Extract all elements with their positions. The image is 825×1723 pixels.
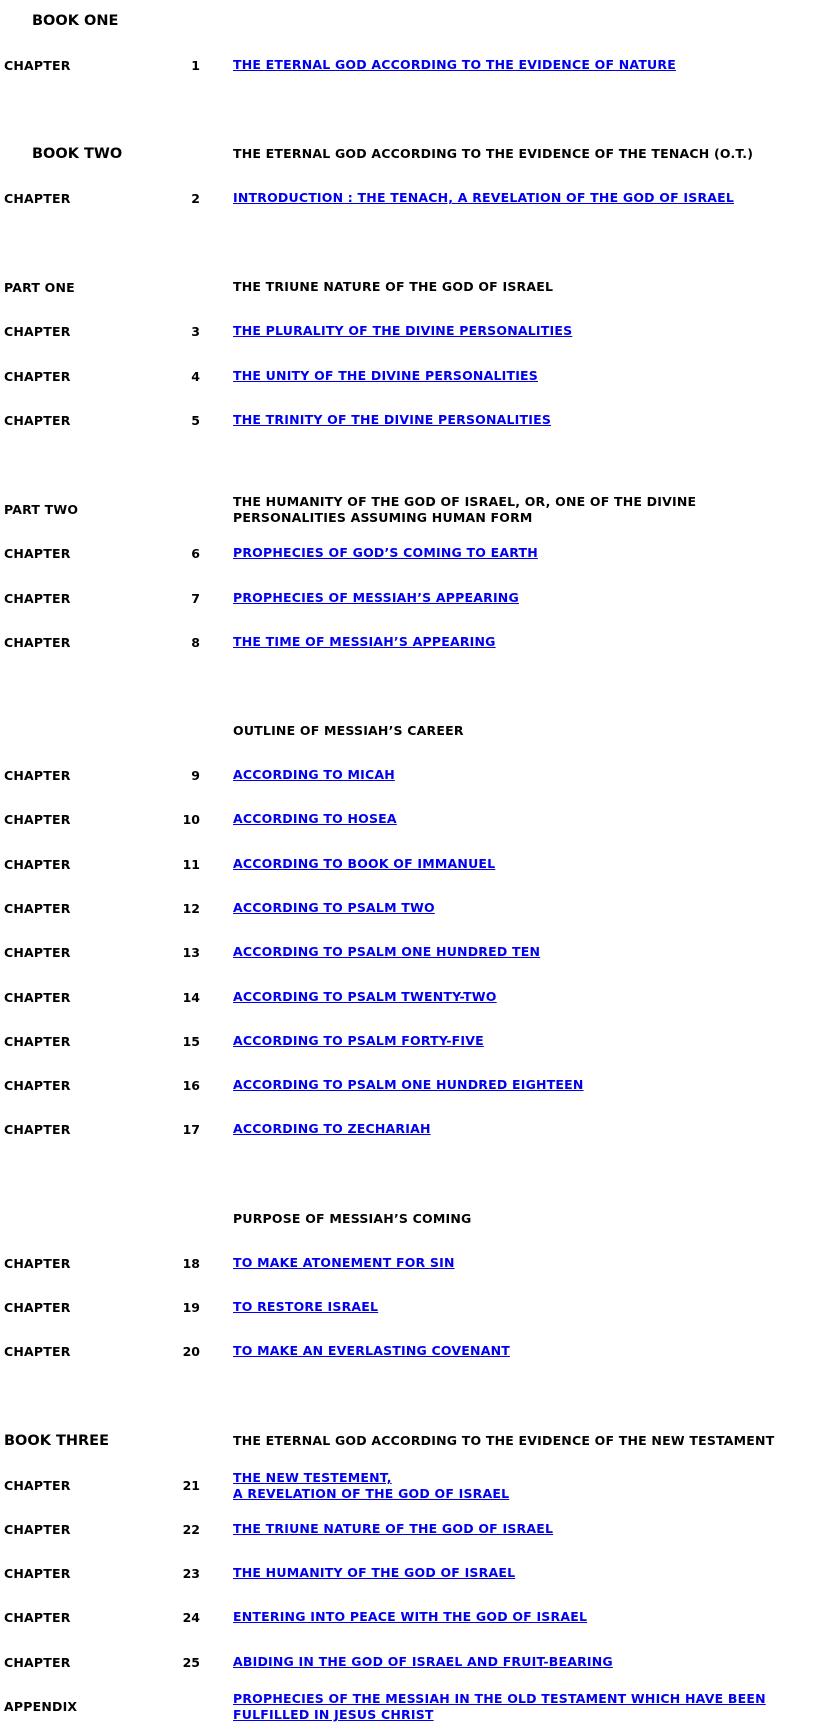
section-heading: [233, 723, 823, 739]
chapter-link[interactable]: TO MAKE AN EVERLASTING COVENANT: [233, 1343, 510, 1358]
chapter-title: [233, 412, 823, 428]
chapter-label: CHAPTER: [4, 1478, 71, 1493]
chapter-title: [233, 190, 823, 206]
chapter-number: 10: [182, 812, 200, 827]
chapter-title: [233, 1470, 823, 1502]
chapter-number: 4: [191, 369, 200, 384]
chapter-link[interactable]: INTRODUCTION : THE TENACH, A REVELATION OF THE GOD OF ISRAEL: [233, 190, 735, 205]
chapter-label: CHAPTER: [4, 1566, 71, 1581]
chapter-label: CHAPTER: [4, 1300, 71, 1315]
section-heading-line: THE TRIUNE NATURE OF THE GOD OF ISRAEL: [233, 279, 554, 294]
chapter-link[interactable]: A REVELATION OF THE GOD OF ISRAEL: [233, 1486, 510, 1501]
toc-entry: [0, 1077, 825, 1095]
toc-section: [0, 146, 825, 164]
chapter-title: [233, 368, 823, 384]
chapter-number: 2: [191, 191, 200, 206]
section-heading-line: THE ETERNAL GOD ACCORDING TO THE EVIDENCE OF THE NEW TESTAMENT: [233, 1433, 775, 1448]
toc-entry: [0, 1343, 825, 1361]
chapter-link[interactable]: THE HUMANITY OF THE GOD OF ISRAEL: [233, 1565, 516, 1580]
chapter-link[interactable]: FULFILLED IN JESUS CHRIST: [233, 1707, 434, 1722]
chapter-number: 6: [191, 546, 200, 561]
section-label: APPENDIX: [4, 1699, 78, 1714]
chapter-link[interactable]: ACCORDING TO PSALM ONE HUNDRED TEN: [233, 944, 541, 959]
chapter-label: CHAPTER: [4, 191, 71, 206]
chapter-title: [233, 856, 823, 872]
toc-section: [0, 494, 825, 526]
chapter-number: 21: [182, 1478, 200, 1493]
toc-entry: [0, 1654, 825, 1672]
toc-entry: [0, 900, 825, 918]
chapter-title: [233, 944, 823, 960]
chapter-title: [233, 323, 823, 339]
chapter-label: CHAPTER: [4, 413, 71, 428]
toc-entry: [0, 856, 825, 874]
toc-entry: [0, 545, 825, 563]
toc-entry: [0, 323, 825, 341]
chapter-label: CHAPTER: [4, 857, 71, 872]
chapter-title: [233, 545, 823, 561]
chapter-number: 18: [182, 1256, 200, 1271]
chapter-title: [233, 1299, 823, 1315]
section-heading-line: PERSONALITIES ASSUMING HUMAN FORM: [233, 510, 533, 525]
chapter-label: CHAPTER: [4, 1655, 71, 1670]
toc-entry: [0, 1609, 825, 1627]
section-heading: [233, 146, 823, 162]
chapter-label: CHAPTER: [4, 768, 71, 783]
section-heading: [233, 1433, 823, 1449]
chapter-title: [233, 1343, 823, 1359]
chapter-number: 8: [191, 635, 200, 650]
chapter-number: 1: [191, 58, 200, 73]
chapter-link[interactable]: THE TIME OF MESSIAH’S APPEARING: [233, 634, 496, 649]
chapter-number: 16: [182, 1078, 200, 1093]
chapter-link[interactable]: TO MAKE ATONEMENT FOR SIN: [233, 1255, 455, 1270]
toc-entry: [0, 1691, 825, 1723]
toc-section: [0, 723, 825, 741]
chapter-title: [233, 989, 823, 1005]
section-heading: [233, 1211, 823, 1227]
chapter-title: [233, 1609, 823, 1625]
chapter-title: [233, 1033, 823, 1049]
chapter-title: [233, 1255, 823, 1271]
chapter-label: CHAPTER: [4, 1344, 71, 1359]
toc-section: [0, 1211, 825, 1229]
chapter-number: 19: [182, 1300, 200, 1315]
chapter-link[interactable]: ABIDING IN THE GOD OF ISRAEL AND FRUIT-BEARING: [233, 1654, 613, 1669]
section-heading: [233, 279, 823, 295]
chapter-number: 17: [182, 1122, 200, 1137]
chapter-label: CHAPTER: [4, 1256, 71, 1271]
section-label: PART TWO: [4, 502, 79, 517]
toc-entry: [0, 634, 825, 652]
chapter-link[interactable]: ACCORDING TO PSALM FORTY-FIVE: [233, 1033, 484, 1048]
chapter-number: 15: [182, 1034, 200, 1049]
chapter-number: 12: [182, 901, 200, 916]
section-heading-line: THE HUMANITY OF THE GOD OF ISRAEL, OR, ONE OF THE DIVINE: [233, 494, 697, 509]
chapter-title: [233, 767, 823, 783]
chapter-label: CHAPTER: [4, 1122, 71, 1137]
chapter-title: [233, 634, 823, 650]
chapter-link[interactable]: THE UNITY OF THE DIVINE PERSONALITIES: [233, 368, 538, 383]
chapter-number: 25: [182, 1655, 200, 1670]
chapter-label: CHAPTER: [4, 324, 71, 339]
chapter-title: [233, 1077, 823, 1093]
book-label: BOOK ONE: [32, 13, 119, 29]
chapter-link[interactable]: ACCORDING TO PSALM TWO: [233, 900, 435, 915]
toc-entry: [0, 1033, 825, 1051]
chapter-link[interactable]: ACCORDING TO PSALM TWENTY-TWO: [233, 989, 497, 1004]
chapter-link[interactable]: PROPHECIES OF MESSIAH’S APPEARING: [233, 590, 519, 605]
book-label: BOOK THREE: [4, 1433, 109, 1449]
toc-entry: [0, 989, 825, 1007]
toc-entry: [0, 57, 825, 75]
section-heading-line: THE ETERNAL GOD ACCORDING TO THE EVIDENCE OF THE TENACH (O.T.): [233, 146, 754, 161]
chapter-number: 14: [182, 990, 200, 1005]
chapter-label: CHAPTER: [4, 945, 71, 960]
chapter-link[interactable]: ACCORDING TO HOSEA: [233, 811, 397, 826]
toc-entry: [0, 944, 825, 962]
chapter-label: CHAPTER: [4, 1610, 71, 1625]
chapter-link[interactable]: TO RESTORE ISRAEL: [233, 1299, 379, 1314]
chapter-number: 22: [182, 1522, 200, 1537]
chapter-title: [233, 1121, 823, 1137]
chapter-link[interactable]: ACCORDING TO ZECHARIAH: [233, 1121, 431, 1136]
toc-entry: [0, 1470, 825, 1502]
chapter-label: CHAPTER: [4, 546, 71, 561]
toc-entry: [0, 190, 825, 208]
toc-entry: [0, 590, 825, 608]
chapter-label: CHAPTER: [4, 901, 71, 916]
toc-entry: [0, 1521, 825, 1539]
chapter-link[interactable]: THE ETERNAL GOD ACCORDING TO THE EVIDENCE OF NATURE: [233, 57, 676, 72]
toc-section: [0, 279, 825, 297]
chapter-number: 3: [191, 324, 200, 339]
toc-entry: [0, 1121, 825, 1139]
chapter-title: [233, 811, 823, 827]
section-label: PART ONE: [4, 280, 75, 295]
chapter-label: CHAPTER: [4, 1078, 71, 1093]
chapter-title: [233, 900, 823, 916]
section-heading-line: OUTLINE OF MESSIAH’S CAREER: [233, 723, 464, 738]
chapter-number: 5: [191, 413, 200, 428]
toc-entry: [0, 1255, 825, 1273]
chapter-link[interactable]: ENTERING INTO PEACE WITH THE GOD OF ISRAEL: [233, 1609, 588, 1624]
toc-entry: [0, 1565, 825, 1583]
book-label: BOOK TWO: [32, 146, 123, 162]
toc-entry: [0, 412, 825, 430]
chapter-label: CHAPTER: [4, 591, 71, 606]
chapter-number: 7: [191, 591, 200, 606]
chapter-label: CHAPTER: [4, 635, 71, 650]
toc-entry: [0, 368, 825, 386]
chapter-label: CHAPTER: [4, 369, 71, 384]
chapter-label: CHAPTER: [4, 990, 71, 1005]
chapter-link[interactable]: PROPHECIES OF THE MESSIAH IN THE OLD TESTAMENT WHICH HAVE BEEN: [233, 1691, 766, 1706]
chapter-label: CHAPTER: [4, 1034, 71, 1049]
chapter-title: [233, 1691, 823, 1723]
section-heading-line: PURPOSE OF MESSIAH’S COMING: [233, 1211, 472, 1226]
chapter-link[interactable]: ACCORDING TO BOOK OF IMMANUEL: [233, 856, 496, 871]
chapter-label: CHAPTER: [4, 1522, 71, 1537]
chapter-link[interactable]: THE PLURALITY OF THE DIVINE PERSONALITIES: [233, 323, 573, 338]
chapter-title: [233, 1654, 823, 1670]
chapter-number: 24: [182, 1610, 200, 1625]
chapter-title: [233, 590, 823, 606]
toc-entry: [0, 767, 825, 785]
chapter-number: 20: [182, 1344, 200, 1359]
toc-entry: [0, 811, 825, 829]
toc-section: [0, 13, 825, 31]
section-heading: [233, 494, 823, 526]
chapter-link[interactable]: THE TRIUNE NATURE OF THE GOD OF ISRAEL: [233, 1521, 554, 1536]
chapter-link[interactable]: THE TRINITY OF THE DIVINE PERSONALITIES: [233, 412, 552, 427]
chapter-label: CHAPTER: [4, 812, 71, 827]
chapter-link[interactable]: THE NEW TESTEMENT,: [233, 1470, 392, 1485]
chapter-number: 9: [191, 768, 200, 783]
chapter-title: [233, 1521, 823, 1537]
toc-section: [0, 1433, 825, 1451]
chapter-title: [233, 57, 823, 73]
toc-entry: [0, 1299, 825, 1317]
chapter-link[interactable]: ACCORDING TO MICAH: [233, 767, 395, 782]
chapter-title: [233, 1565, 823, 1581]
chapter-link[interactable]: PROPHECIES OF GOD’S COMING TO EARTH: [233, 545, 538, 560]
chapter-label: CHAPTER: [4, 58, 71, 73]
chapter-number: 23: [182, 1566, 200, 1581]
chapter-link[interactable]: ACCORDING TO PSALM ONE HUNDRED EIGHTEEN: [233, 1077, 584, 1092]
chapter-number: 13: [182, 945, 200, 960]
chapter-number: 11: [182, 857, 200, 872]
